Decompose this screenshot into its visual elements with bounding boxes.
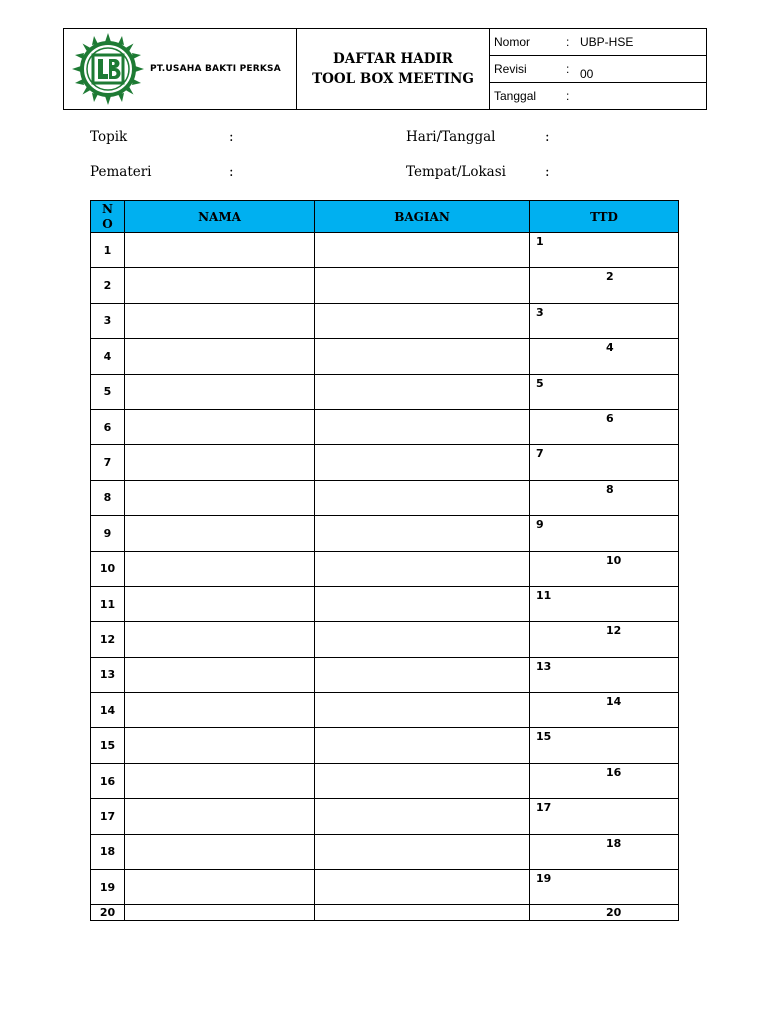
ttd-number: 5 — [536, 376, 544, 390]
header-ttd: TTD — [530, 201, 679, 233]
ttd-number: 2 — [606, 270, 614, 284]
bagian-cell[interactable] — [315, 268, 530, 303]
title-line-1: DAFTAR HADIR — [333, 51, 453, 67]
ttd-cell[interactable] — [530, 586, 679, 621]
table-row — [91, 516, 679, 551]
ttd-number: 15 — [536, 730, 552, 744]
ttd-number: 14 — [606, 695, 622, 709]
ttd-number: 18 — [606, 836, 622, 850]
ttd-cell[interactable] — [530, 374, 679, 409]
table-row — [91, 622, 679, 657]
nama-cell[interactable] — [125, 445, 315, 480]
nama-cell[interactable] — [125, 657, 315, 692]
ttd-number: 10 — [606, 553, 622, 567]
nama-cell[interactable] — [125, 516, 315, 551]
row-number: 6 — [91, 409, 125, 444]
table-row — [91, 551, 679, 586]
meta-label: Revisi — [494, 62, 527, 76]
hari-tanggal-colon: : — [545, 129, 550, 145]
ttd-cell[interactable] — [530, 799, 679, 834]
meta-revisi — [490, 56, 706, 83]
nama-cell[interactable] — [125, 728, 315, 763]
topik-label: Topik — [90, 129, 128, 145]
nama-cell[interactable] — [125, 870, 315, 905]
ttd-number: 12 — [606, 624, 622, 638]
ttd-cell[interactable] — [530, 551, 679, 586]
table-row — [91, 905, 679, 921]
bagian-cell[interactable] — [315, 834, 530, 869]
nama-cell[interactable] — [125, 763, 315, 798]
row-number: 16 — [91, 763, 125, 798]
meta-value: UBP-HSE — [580, 35, 634, 49]
ttd-number: 1 — [536, 235, 544, 248]
bagian-cell[interactable] — [315, 622, 530, 657]
topik-colon: : — [229, 129, 234, 145]
row-number: 14 — [91, 693, 125, 728]
hari-tanggal-line — [406, 129, 496, 145]
ttd-number: 11 — [536, 588, 552, 602]
pemateri-line — [90, 164, 152, 180]
row-number: 8 — [91, 480, 125, 515]
bagian-cell[interactable] — [315, 445, 530, 480]
bagian-cell[interactable] — [315, 409, 530, 444]
bagian-cell[interactable] — [315, 303, 530, 338]
row-number: 18 — [91, 834, 125, 869]
bagian-cell[interactable] — [315, 233, 530, 268]
row-number: 12 — [91, 622, 125, 657]
tempat-lokasi-label: Tempat/Lokasi — [406, 164, 506, 180]
ttd-cell[interactable] — [530, 445, 679, 480]
document-meta — [490, 29, 706, 109]
table-row — [91, 763, 679, 798]
row-number: 7 — [91, 445, 125, 480]
ttd-number: 7 — [536, 447, 544, 461]
ttd-number: 6 — [606, 411, 614, 425]
table-row — [91, 799, 679, 834]
nama-cell[interactable] — [125, 551, 315, 586]
bagian-cell[interactable] — [315, 516, 530, 551]
tempat-lokasi-colon: : — [545, 164, 550, 180]
row-number: 17 — [91, 799, 125, 834]
table-row — [91, 233, 679, 268]
row-number: 15 — [91, 728, 125, 763]
row-number: 2 — [91, 268, 125, 303]
table-row — [91, 657, 679, 692]
row-number: 11 — [91, 586, 125, 621]
table-row — [91, 728, 679, 763]
title-line-2: TOOL BOX MEETING — [312, 71, 474, 87]
row-number: 19 — [91, 870, 125, 905]
meta-label: Tanggal — [494, 89, 537, 103]
table-row — [91, 480, 679, 515]
ttd-number: 8 — [606, 482, 614, 496]
bagian-cell[interactable] — [315, 480, 530, 515]
header-bagian: BAGIAN — [315, 201, 530, 233]
table-row — [91, 586, 679, 621]
row-number: 20 — [91, 905, 125, 921]
nama-cell[interactable] — [125, 480, 315, 515]
ttd-number: 13 — [536, 659, 552, 673]
bagian-cell[interactable] — [315, 763, 530, 798]
company-logo — [72, 33, 144, 105]
nama-cell[interactable] — [125, 834, 315, 869]
ttd-number: 20 — [606, 906, 622, 920]
row-number: 4 — [91, 339, 125, 374]
meta-colon: : — [566, 35, 570, 49]
topik-line — [90, 129, 127, 145]
meta-value: 00 — [580, 67, 594, 81]
nama-cell[interactable] — [125, 586, 315, 621]
ttd-number: 4 — [606, 341, 614, 355]
table-row — [91, 870, 679, 905]
table-row — [91, 268, 679, 303]
ttd-cell[interactable] — [530, 622, 679, 657]
nama-cell[interactable] — [125, 409, 315, 444]
ttd-cell[interactable] — [530, 233, 679, 268]
row-number: 10 — [91, 551, 125, 586]
table-row — [91, 445, 679, 480]
table-row — [91, 303, 679, 338]
bagian-cell[interactable] — [315, 870, 530, 905]
ttd-cell[interactable] — [530, 516, 679, 551]
nama-cell[interactable] — [125, 233, 315, 268]
bagian-cell[interactable] — [315, 586, 530, 621]
document-header — [63, 28, 707, 110]
ttd-cell[interactable] — [530, 870, 679, 905]
nama-cell[interactable] — [125, 303, 315, 338]
pemateri-colon: : — [229, 164, 234, 180]
row-number: 13 — [91, 657, 125, 692]
ttd-number: 19 — [536, 872, 552, 886]
bagian-cell[interactable] — [315, 905, 530, 921]
ttd-number: 3 — [536, 305, 544, 319]
nama-cell[interactable] — [125, 622, 315, 657]
nama-cell[interactable] — [125, 905, 315, 921]
header-nama: NAMA — [125, 201, 315, 233]
row-number: 1 — [91, 233, 125, 268]
bagian-cell[interactable] — [315, 339, 530, 374]
bagian-cell[interactable] — [315, 374, 530, 409]
nama-cell[interactable] — [125, 799, 315, 834]
nama-cell[interactable] — [125, 339, 315, 374]
table-row — [91, 834, 679, 869]
table-row — [91, 693, 679, 728]
ttd-cell[interactable] — [530, 268, 679, 303]
tempat-lokasi-line — [406, 164, 506, 180]
ttd-cell[interactable] — [530, 480, 679, 515]
company-name: PT.USAHA BAKTI PERKSA — [150, 64, 281, 74]
header-no: N O — [91, 201, 125, 233]
bagian-cell[interactable] — [315, 693, 530, 728]
pemateri-label: Pemateri — [90, 164, 152, 180]
meta-label: Nomor — [494, 35, 531, 49]
table-header-row — [91, 201, 679, 233]
row-number: 9 — [91, 516, 125, 551]
bagian-cell[interactable] — [315, 799, 530, 834]
ttd-cell[interactable] — [530, 657, 679, 692]
row-number: 5 — [91, 374, 125, 409]
nama-cell[interactable] — [125, 693, 315, 728]
table-row — [91, 374, 679, 409]
ttd-cell[interactable] — [530, 728, 679, 763]
meta-tanggal — [490, 83, 706, 109]
meta-colon: : — [566, 62, 570, 76]
ttd-cell[interactable] — [530, 693, 679, 728]
ttd-number: 16 — [606, 765, 622, 779]
document-title — [297, 29, 490, 109]
nama-cell[interactable] — [125, 374, 315, 409]
table-row — [91, 339, 679, 374]
ttd-cell[interactable] — [530, 303, 679, 338]
table-row — [91, 409, 679, 444]
ttd-number: 9 — [536, 518, 544, 532]
attendance-table — [90, 200, 679, 921]
bagian-cell[interactable] — [315, 551, 530, 586]
ttd-cell[interactable] — [530, 834, 679, 869]
ttd-cell[interactable] — [530, 905, 679, 921]
ttd-cell[interactable] — [530, 339, 679, 374]
meta-nomor — [490, 29, 706, 56]
ttd-cell[interactable] — [530, 763, 679, 798]
hari-tanggal-label: Hari/Tanggal — [406, 129, 496, 145]
ttd-cell[interactable] — [530, 409, 679, 444]
bagian-cell[interactable] — [315, 728, 530, 763]
company-cell — [64, 29, 297, 109]
meta-colon: : — [566, 89, 570, 103]
nama-cell[interactable] — [125, 268, 315, 303]
row-number: 3 — [91, 303, 125, 338]
bagian-cell[interactable] — [315, 657, 530, 692]
ttd-number: 17 — [536, 801, 552, 815]
